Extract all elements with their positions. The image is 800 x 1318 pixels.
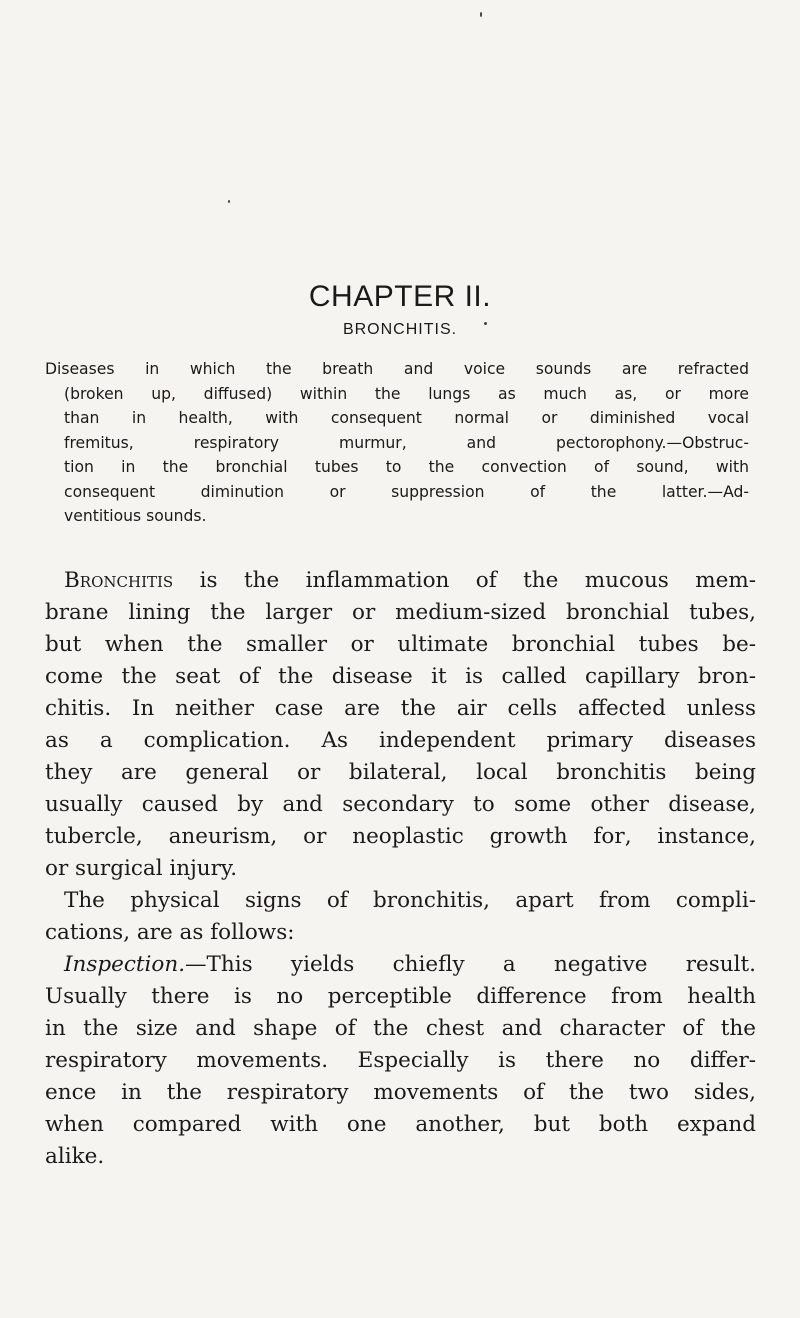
text-line: usually caused by and secondary to some other disease, — [45, 792, 756, 817]
text-line: come the seat of the disease it is called capillary bron- — [45, 664, 756, 689]
paragraph-inspection — [45, 949, 756, 1173]
text-line: they are general or bilateral, local bronchitis being — [45, 760, 756, 785]
summary-line: Diseases in which the breath and voice sounds are refracted — [45, 360, 749, 378]
text-line: tubercle, aneurism, or neoplastic growth for‚ instance, — [45, 824, 756, 849]
text-line: respiratory movements. Especially is there no differ- — [45, 1048, 756, 1073]
text-line: when compared with one another, but both expand — [45, 1112, 756, 1137]
text-line: Usually there is no perceptible difference from health — [45, 984, 756, 1009]
text-line: The physical signs of bronchitis, apart from compli- — [64, 888, 756, 913]
text-line: ence in the respiratory movements of the two sides, — [45, 1080, 756, 1105]
paragraph-physical-signs — [45, 885, 756, 949]
paragraph-bronchitis — [45, 565, 756, 885]
chapter-summary — [45, 357, 749, 529]
chapter-title: CHAPTER II. — [308, 280, 492, 313]
text-line: brane lining the larger or medium-sized bronchial tubes, — [45, 600, 756, 625]
text-line: as a complication. As independent primary diseases — [45, 728, 756, 753]
text-line: or surgical injury. — [45, 856, 238, 881]
summary-line: (broken up, diffused) within the lungs as much as, or more — [64, 384, 749, 403]
text-line — [45, 949, 756, 981]
body-text — [45, 565, 756, 1173]
lead-term: Bronchitis — [64, 568, 174, 593]
text-run: —This yields chiefly a negative result. — [185, 952, 756, 977]
summary-line: ventitious sounds. — [64, 507, 207, 525]
text-line: in the size and shape of the chest and character of the — [45, 1016, 756, 1041]
summary-line: than in health, with consequent normal or diminished vocal — [64, 409, 749, 427]
speck-mark — [228, 200, 230, 203]
text-line: but when the smaller or ultimate bronchial tubes be- — [45, 632, 756, 657]
speck-mark — [480, 12, 482, 17]
summary-line: tion in the bronchial tubes to the convection of sound, with — [64, 458, 749, 476]
text-line — [45, 565, 756, 597]
text-line: cations, are as follows: — [45, 920, 295, 945]
summary-line: fremitus, respiratory murmur, and pectorophony.—Obstruc- — [64, 433, 749, 452]
text-run: is the inflammation of the mucous mem- — [173, 568, 756, 593]
section-title: BRONCHITIS. — [342, 321, 458, 338]
summary-line: consequent diminution or suppression of the latter.—Ad- — [64, 482, 749, 501]
text-line: chitis. In neither case are the air cells affected unless — [45, 696, 756, 721]
text-line: alike. — [45, 1144, 105, 1169]
lead-term: Inspection. — [64, 952, 186, 977]
